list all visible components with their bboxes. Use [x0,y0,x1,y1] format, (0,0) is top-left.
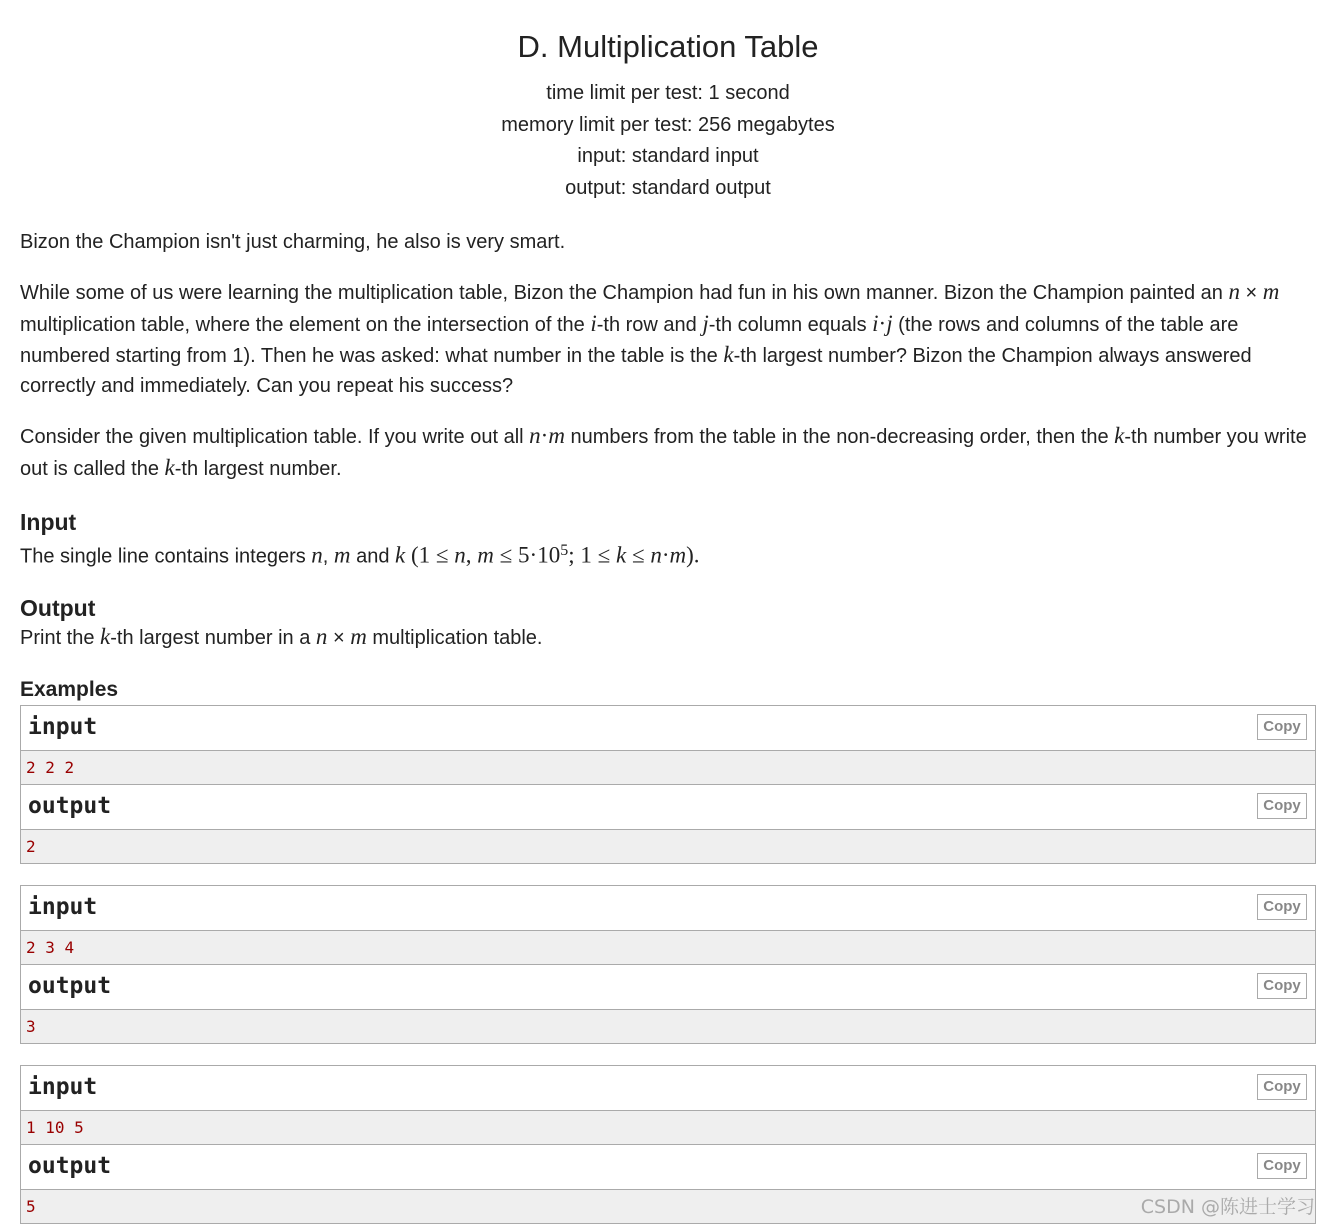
example-input-body [21,1111,1315,1145]
problem-title: D. Multiplication Table [517,29,819,64]
input-file: input: standard input [577,145,759,167]
problem-page [20,0,1316,1224]
examples-title: Examples [20,678,119,702]
copy-output-button[interactable]: Copy [1257,793,1307,819]
example-input-body [21,931,1315,965]
output-label: output [28,793,112,820]
example-input-header [21,1066,1315,1111]
example-input-value: 2 3 4 [26,938,75,958]
watermark: CSDN @陈进士学习 [1140,1196,1315,1218]
input-section-title: Input [20,509,77,536]
example-input-value: 2 2 2 [26,758,75,778]
input-label: input [28,1074,98,1101]
example-input-value: 1 10 5 [26,1118,84,1138]
example-output-value: 5 [26,1197,36,1217]
output-section-text: Print the k-th largest number in a n × m multiplication table. [20,624,543,650]
problem-header [20,0,1316,204]
input-section-text: The single line contains integers n, m and k (1 ≤ n, $m \le 5\cdot 10^5$; 1 ≤ k ≤ n·m). [20,542,700,568]
copy-input-button[interactable]: Copy [1257,714,1307,740]
example-output-body [21,1010,1315,1043]
example-input-header [21,706,1315,751]
time-limit: time limit per test: 1 second [546,82,790,104]
example-output-header [21,1145,1315,1190]
memory-limit: memory limit per test: 256 megabytes [501,113,835,136]
example-input-body [21,751,1315,785]
example-1 [20,705,1316,864]
example-2 [20,885,1316,1044]
output-section-title: Output [20,595,96,622]
example-input-header [21,886,1315,931]
example-3 [20,1065,1316,1224]
input-label: input [28,894,98,921]
input-label: input [28,714,98,741]
copy-output-button[interactable]: Copy [1257,973,1307,999]
copy-output-button[interactable]: Copy [1257,1153,1307,1179]
statement-paragraph-1: Bizon the Champion isn't just charming, he also is very smart. [20,231,566,253]
output-label: output [28,973,112,1000]
copy-input-button[interactable]: Copy [1257,1074,1307,1100]
statement-paragraph-2: While some of us were learning the multiplication table, Bizon the Champion had fun in his own manner. Bizon the Champion painted an n × m multiplication table, where the element on the intersection of the i-th row and j-th column equals i·j (the rows and columns of the table are numbered starting from 1). Then he was asked: what number in the table is the k-th largest number? Bizon the Champion always answered correctly and immediately. Can you repeat his success? [20,279,1280,398]
example-output-header [21,785,1315,830]
copy-input-button[interactable]: Copy [1257,894,1307,920]
output-file: output: standard output [565,176,771,199]
statement-paragraph-3: Consider the given multiplication table. If you write out all n·m numbers from the table in the non-decreasing order, then the k-th number you write out is called the k-th largest number. [20,423,1307,480]
example-output-value: 2 [26,837,36,857]
example-output-body [21,1190,1315,1223]
example-output-body [21,830,1315,863]
example-output-value: 3 [26,1017,36,1037]
example-output-header [21,965,1315,1010]
output-label: output [28,1153,112,1180]
